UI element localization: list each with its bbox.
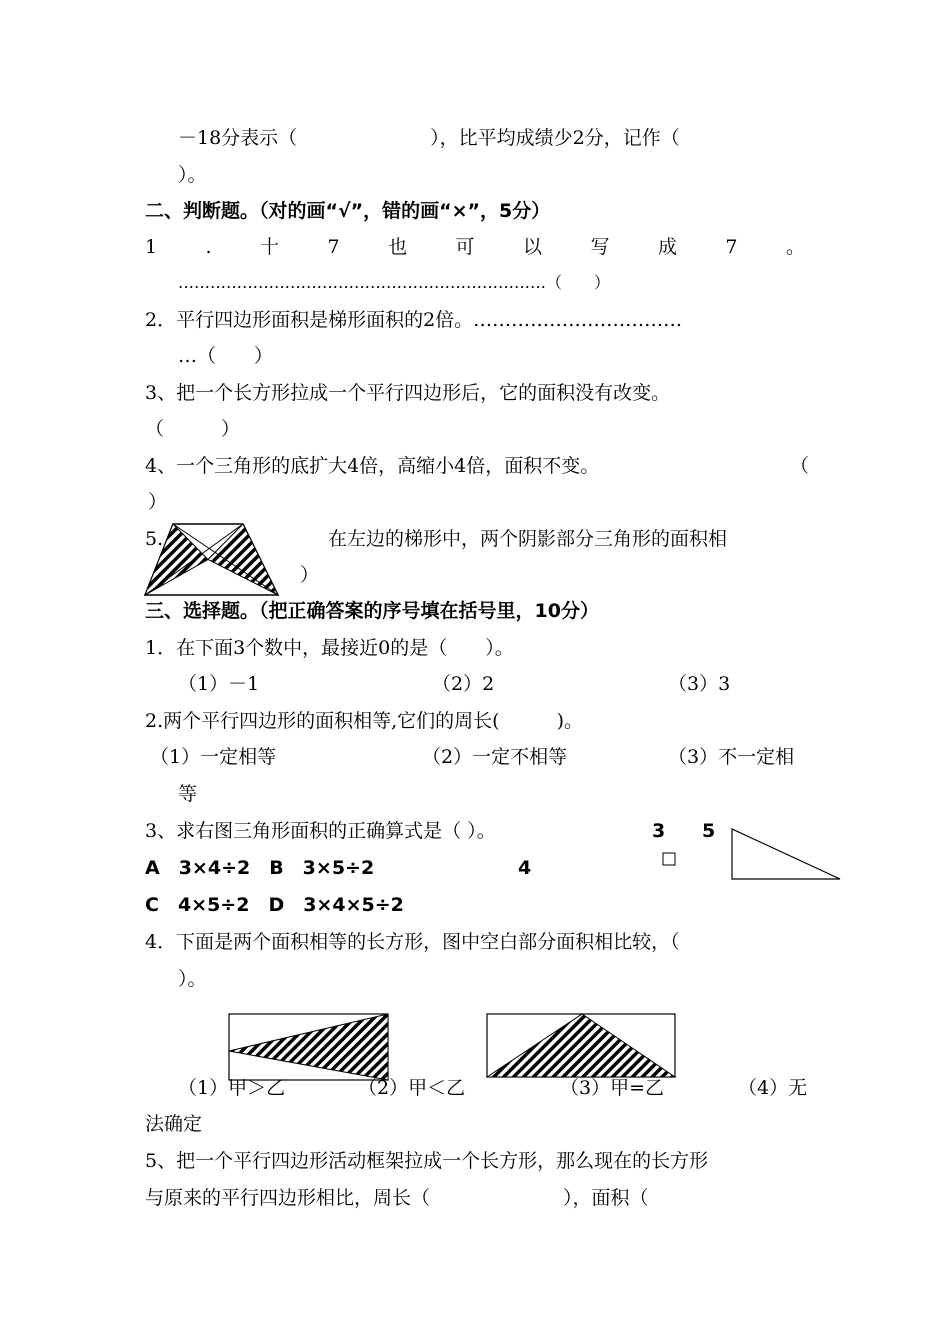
choice-q4-option-1: （1）甲＞乙 <box>178 1077 286 1099</box>
choice-q4-cont: ）。 <box>178 968 207 990</box>
triangle-label-4: 4 <box>518 857 532 879</box>
q1-part: 可 <box>455 236 475 258</box>
q1-part: 十 <box>260 236 280 258</box>
choice-q4-option-2: （2）甲＜乙 <box>358 1077 466 1099</box>
q1-part: 7 <box>725 236 738 258</box>
choice-q4: 4．下面是两个面积相等的长方形，图中空白部分面积相比较，（ <box>145 931 680 953</box>
choice-q2-option-2: （2）一定不相等 <box>422 746 568 768</box>
rectangle-jia-figure <box>228 1013 390 1083</box>
section-title-choice: 三、选择题。（把正确答案的序号填在括号里，10分） <box>145 600 599 622</box>
choice-q4-option-4: （4）无 <box>738 1077 808 1099</box>
triangle-label-5: 5 <box>702 820 716 842</box>
choice-q1-option-1: （1）－1 <box>178 673 260 695</box>
q1-part: 写 <box>590 236 610 258</box>
q1-part: 。 <box>785 236 805 258</box>
right-angle-square-icon <box>662 852 682 872</box>
choice-q5: 5、把一个平行四边形活动框架拉成一个长方形，那么现在的长方形 <box>145 1150 709 1172</box>
q1-part: 7 <box>327 236 340 258</box>
judgment-q5: 在左边的梯形中，两个阴影部分三角形的面积相 <box>328 528 728 550</box>
choice-q2-option-3: （3）不一定相 <box>668 746 795 768</box>
judgment-q4-paren-close: ） <box>148 491 168 513</box>
q1-part: 1 <box>145 236 158 258</box>
judgment-q2-answer-blank: …（ ） <box>178 345 274 367</box>
trapezoid-figure <box>143 520 283 600</box>
q1-part: 也 <box>388 236 408 258</box>
choice-q1-option-3: （3）3 <box>668 673 731 695</box>
judgment-q3: 3、把一个长方形拉成一个平行四边形后，它的面积没有改变。 <box>145 382 671 404</box>
choice-q2: 2.两个平行四边形的面积相等,它们的周长( )。 <box>145 710 583 732</box>
choice-q4-option-3: （3）甲=乙 <box>560 1077 665 1099</box>
choice-q2-option-3-cont: 等 <box>178 783 198 805</box>
q-negative-score-line-cont: ）。 <box>178 164 207 186</box>
choice-q2-option-1: （1）一定相等 <box>150 746 277 768</box>
judgment-q3-answer-blank: （ ） <box>145 418 241 440</box>
choice-q4-option-4-cont: 法确定 <box>145 1113 203 1135</box>
judgment-q5-number: 5. <box>145 528 164 550</box>
rectangle-yi-figure <box>486 1013 678 1083</box>
choice-q5-cont: 与原来的平行四边形相比，周长（ ），面积（ <box>145 1187 649 1209</box>
section-title-judgment: 二、判断题。（对的画“√”，错的画“×”，5分） <box>145 200 551 222</box>
q1-part: 成 <box>657 236 677 258</box>
choice-q1: 1．在下面3个数中，最接近0的是（ ）。 <box>145 637 514 659</box>
right-triangle-figure <box>730 826 850 886</box>
q1-part: 以 <box>523 236 543 258</box>
judgment-q1-answer-blank: ……………………………………………………………（ ） <box>178 273 611 292</box>
judgment-q4: 4、一个三角形的底扩大4倍，高缩小4倍，面积不变。 <box>145 455 600 477</box>
q1-part: . <box>205 236 212 258</box>
judgment-q5-paren-close: ） <box>300 564 320 586</box>
choice-q3: 3、求右图三角形面积的正确算式是（ ）。 <box>145 820 496 842</box>
judgment-q2: 2．平行四边形面积是梯形面积的2倍。…………………………… <box>145 309 683 331</box>
judgment-q4-paren-open: （ <box>790 455 810 477</box>
q-negative-score-line: －18分表示（ ），比平均成绩少2分，记作（ <box>178 127 680 149</box>
choice-q1-option-2: （2）2 <box>432 673 495 695</box>
triangle-label-3: 3 <box>652 820 666 842</box>
choice-q3-options-ab: A 3×4÷2 B 3×5÷2 <box>145 857 375 879</box>
judgment-q1-line <box>145 234 805 260</box>
choice-q3-options-cd: C 4×5÷2 D 3×4×5÷2 <box>145 894 404 916</box>
